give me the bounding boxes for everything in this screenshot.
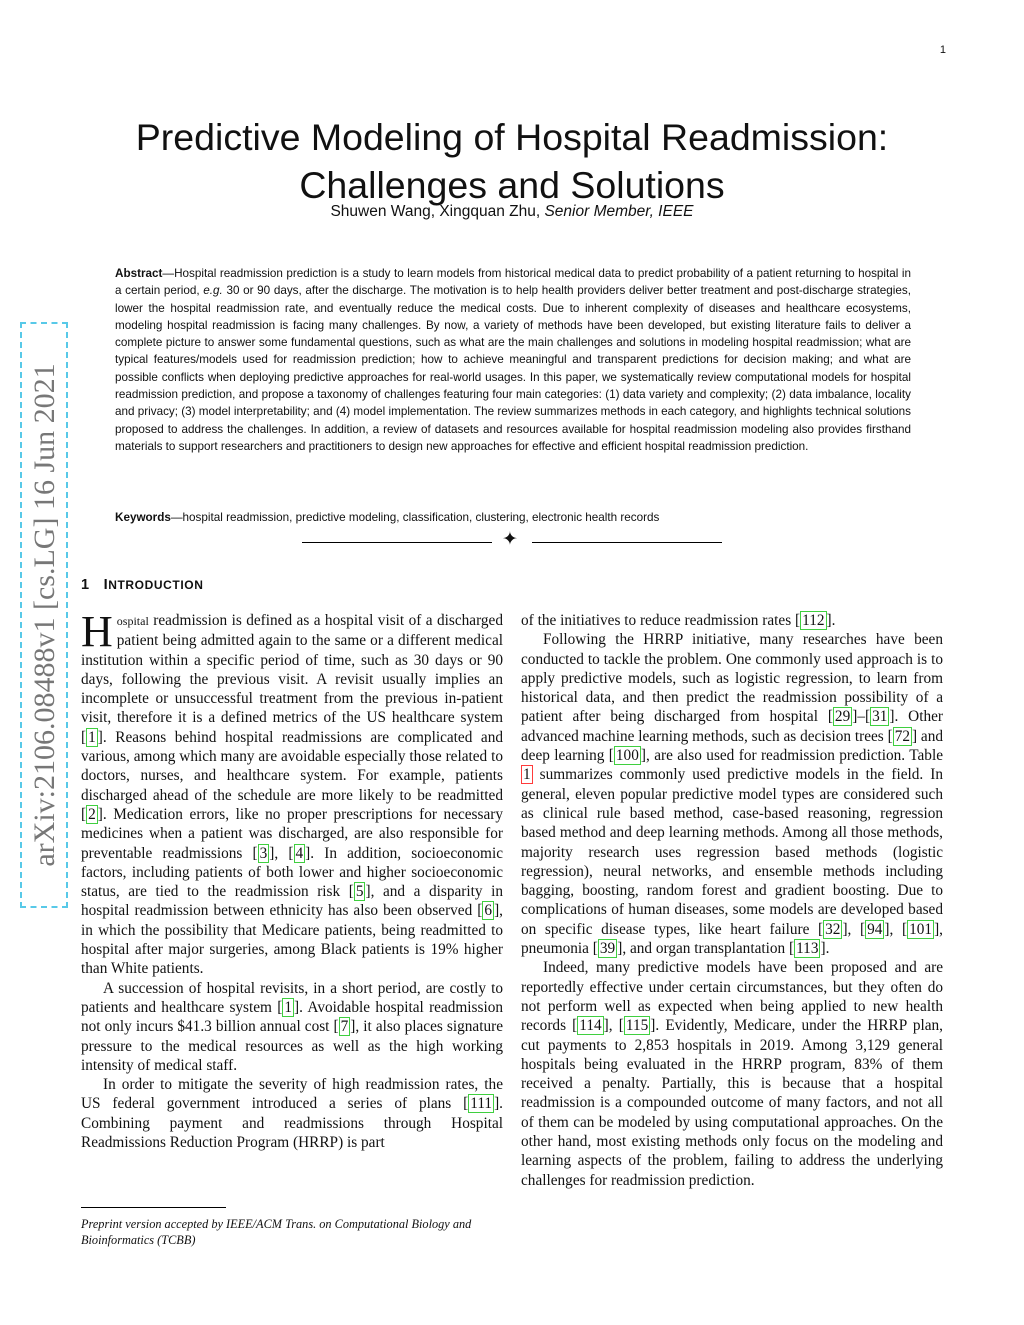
footnote-rule xyxy=(81,1207,226,1208)
keywords xyxy=(115,509,911,526)
text-run: . xyxy=(831,612,836,629)
page-number: 1 xyxy=(939,44,946,56)
text-run: – xyxy=(857,708,865,726)
citation-link[interactable]: 94 xyxy=(867,920,883,938)
citation-link[interactable]: 7 xyxy=(340,1018,349,1036)
text-run: , are also used for readmission prediction. Table xyxy=(645,747,943,765)
author-role: Senior Member, IEEE xyxy=(544,203,694,220)
text-run: , pneumonia xyxy=(521,920,943,958)
left-column xyxy=(81,607,503,1152)
citation-link[interactable]: 1 xyxy=(284,998,293,1016)
citation-link[interactable]: 111 xyxy=(470,1095,493,1113)
keywords-label: Keywords xyxy=(115,511,171,524)
text-run: . Reasons behind hospital readmissions are complicated and various, among which many are avoidable especially those related to doctors, nurses, and healthcare system. For example, patients discharged ahead of the schedule are more likely to be readmitted xyxy=(81,728,503,804)
text-run: . Combining payment and readmissions through Hospital Readmissions Reduction Program (HRRP) is part xyxy=(81,1095,503,1152)
citation-link[interactable]: 4 xyxy=(295,844,304,862)
abstract xyxy=(115,265,911,455)
citation-link[interactable]: 100 xyxy=(615,747,639,765)
citation-link[interactable]: 29 xyxy=(834,708,851,726)
text-run: , xyxy=(847,920,861,938)
intro-paragraph-4: Following the HRRP initiative, many researches have been conducted to tackle the problem. One commonly used approach is to apply predictive models, such as logistic regression, to learn from historical data, and then predict the readmission possibility of a patient after being discharged from hospital [ 29 ]–[ 31 ]. Other advanced machine learning methods, such as decision trees [ 72 ] and deep learning [ 100 ], are also used for readmission prediction. Table 1 summarizes commonly used predictive models in the field. In general, eleven popular predictive model types are considered such as clinical rule based method, case-based reasoning, regression based method and deep learning methods. Among all those methods, majority research uses regression based methods (logistic regression), neural networks, and ensemble methods including bagging, boosting, random forest and gradient boosting. Due to complications of human diseases, some models are developed based on specific disease types, like heart failure [ 32 ], [ 94 ], [ 101 ], pneumonia [ 39 ], and organ transplantation [ 113 ]. xyxy=(521,631,944,958)
divider-diamond-icon: ✦ xyxy=(502,528,518,550)
abstract-text-2: 30 or 90 days, after the discharge. The motivation is to help health providers deliver better treatment and post-discharge strategies, lower the hospital readmission rate, and eventually reduce the medical costs. Due to inherent complexity of diseases and healthcare ecosystems, modeling hospital readmission is facing many challenges. By now, a variety of methods have been developed, but existing literature fails to deliver a complete picture to answer some fundamental questions, such as what are the main challenges and solutions in modeling hospital readmission; what are typical features/models used for readmission prediction; how to achieve meaningful and transparent predictions for decision making; and what are possible conflicts when deploying predictive approaches for real-world usages. In this paper, we systematically review computational models for hospital readmission prediction, and propose a taxonomy of challenges featuring four main categories: (1) data variety and complexity; (2) data imbalance, locality and privacy; (3) model interpretability; and (4) model implementation. The review summarizes methods in each category, and highlights technical solutions proposed to address the challenges. In addition, a review of datasets and resources available for hospital readmission modeling also provides firsthand materials to support researchers and practitioners to design new approaches for effective and efficient hospital readmission prediction. xyxy=(115,284,912,453)
intro-paragraph-1: Hospital readmission is defined as a hospital visit of a discharged patient being admitted again to the same or a different medical institution within a specific period of time, such as 30 days or 90 days, following the previous visit. A revisit usually implies an incomplete or unsuccessful treatment from the previous in-patient visit, therefore it is a defined metrics of the US healthcare system [ 1 ]. Reasons behind hospital readmissions are complicated and various, among which many are avoidable especially those related to doctors, nurses, and healthcare system. For example, patients discharged ahead of the schedule are more likely to be readmitted [ 2 ]. Medication errors, like no proper prescriptions for necessary medicines when a patient was discharged, are also responsible for preventable readmissions [ 3 ], [ 4 ]. In addition, socioeconomic factors, including patients of both lower and higher socioeconomic status, are tied to the readmission risk [ 5 ], and a disparity in hospital readmission between ethnicity has also been observed [ 6 ], in which the possibility that Medicare patients, being readmitted to hospital after major surgeries, among Black patients is 19% higher than White patients. xyxy=(81,607,503,978)
section-number: 1 xyxy=(81,577,90,593)
divider-line-right xyxy=(532,542,722,543)
text-run: , in which the possibility that Medicare patients, being readmitted to hospital after major surgeries, among Black patients is 19% higher than White patients. xyxy=(81,902,503,978)
citation-link[interactable]: 32 xyxy=(825,920,841,938)
arxiv-identifier[interactable]: arXiv:2106.08488v1 [cs.LG] 16 Jun 2021 xyxy=(28,363,61,867)
citation-link[interactable]: 112 xyxy=(802,612,825,629)
citation-link[interactable]: 113 xyxy=(796,940,819,958)
text-run: Following the HRRP initiative, many researches have been conducted to tackle the problem. One commonly used approach is to apply predictive models, such as logistic regression, to learn from historical data, and then predict the readmission possibility of a patient after being discharged from hospital xyxy=(521,631,943,726)
text-run: . Avoidable hospital readmission not only incurs $41.3 billion annual cost xyxy=(81,998,503,1036)
keywords-text: —hospital readmission, predictive modeling, classification, clustering, electronic health records xyxy=(170,511,660,524)
abstract-label: Abstract xyxy=(115,267,163,280)
text-run: . In addition, socioeconomic factors, including patients of both lower and higher socioeconomic status, are tied to the readmission risk xyxy=(81,844,503,901)
section-title-rest: NTRODUCTION xyxy=(108,578,204,592)
footnote: Preprint version accepted by IEEE/ACM Trans. on Computational Biology and Bioinformatics (TCBB) xyxy=(81,1217,472,1247)
divider-line-left xyxy=(302,542,492,543)
intro-paragraph-3: In order to mitigate the severity of high readmission rates, the US federal government introduced a series of plans [ 111 ]. Combining payment and readmissions through Hospital Readmissions Reduction Program (HRRP) is part xyxy=(81,1076,503,1152)
intro-paragraph-2: A succession of hospital revisits, in a short period, are costly to patients and healthcare system [ 1 ]. Avoidable hospital readmission not only incurs $41.3 billion annual cost [ 7 ], it also places signature pressure to the medical resources as well as the high working intensity of medical staff. xyxy=(81,979,503,1074)
citation-link[interactable]: 115 xyxy=(625,1017,649,1035)
citation-link[interactable]: 114 xyxy=(579,1017,602,1035)
paper-title: Predictive Modeling of Hospital Readmission: Challenges and Solutions xyxy=(135,116,889,207)
text-run: , it also places signature pressure to the medical resources as well as the high working intensity of medical staff. xyxy=(81,1018,503,1074)
text-run: , xyxy=(274,844,289,862)
text-run: and deep learning xyxy=(521,727,944,765)
text-run: , xyxy=(889,920,902,938)
section-heading xyxy=(81,577,203,593)
text-run: , and organ transplantation xyxy=(622,940,789,958)
author-line xyxy=(90,203,934,221)
citation-link[interactable]: 3 xyxy=(259,844,268,862)
small-caps-word: ospital xyxy=(116,614,149,628)
citation-link[interactable]: 5 xyxy=(355,883,364,901)
text-run: . Evidently, Medicare, under the HRRP plan, cut payments to 2,853 hospitals in 2019. Among 3,129 general hospitals being evaluated in the HRRP program, 83% of them received a penalty. Partially, this is because that a hospital readmission is a compounded outcome of many factors, and not all of them can be modeled by using computational approaches. On the other hand, most existing methods only focus on the modeling and learning aspects of the problem, failing to address the underlying challenges for readmission prediction. xyxy=(521,1017,943,1189)
text-run: , xyxy=(608,1017,619,1035)
citation-link[interactable]: 72 xyxy=(894,727,910,745)
intro-paragraph-5: Indeed, many predictive models have been proposed and are reportedly effective under certain circumstances, but they often do not perform well as expected when being applied to new health records [ 114 ], [ 115 ]. Evidently, Medicare, under the HRRP plan, cut payments to 2,853 hospitals in 2019. Among 3,129 general hospitals being evaluated in the HRRP program, 83% of them received a penalty. Partially, this is because that a hospital readmission is a compounded outcome of many factors, and not all of them can be modeled by using computational approaches. On the other hand, most existing methods only focus on the modeling and learning aspects of the problem, failing to address the underlying challenges for readmission prediction. xyxy=(521,959,943,1189)
section-title-initial: I xyxy=(103,577,109,593)
citation-link[interactable]: 39 xyxy=(599,940,616,958)
table-reference-link[interactable]: 1 xyxy=(523,766,531,784)
right-column xyxy=(521,611,943,1190)
section-divider xyxy=(302,530,722,554)
citation-link[interactable]: 101 xyxy=(909,920,933,938)
text-run: A succession of hospital revisits, in a short period, are costly to patients and healthcare system xyxy=(81,979,503,1016)
citation-link[interactable]: 1 xyxy=(88,728,96,746)
abstract-text-1: —Hospital readmission prediction is a study to learn models from historical medical data to predict probability of a patient returning to hospital in a certain period, xyxy=(115,267,911,298)
text-run: In order to mitigate the severity of high readmission rates, the US federal government introduced a series of plans xyxy=(81,1076,503,1113)
text-run: summarizes commonly used predictive models in the field. In general, eleven popular predictive model types are considered such as clinical rule based method, case-based reasoning, regression based method and deep learning methods. Among all those methods, majority research uses regression based methods (logistic regression), neural networks, and ensemble methods including bagging, boosting, random forest and gradient boosting. Due to complications of human diseases, some models are developed based on specific disease types, like heart failure xyxy=(521,766,943,938)
text-run: readmission is defined as a hospital visit of a discharged patient being admitted again to the same or a different medical institution within a specific period of time, such as 30 days or 90 days, following the previous visit. A revisit usually implies an incomplete or unsuccessful treatment from the previous in-patient visit, therefore it is a defined metrics of the US healthcare system xyxy=(81,612,503,727)
text-run: . Other advanced machine learning methods, such as decision trees xyxy=(521,708,943,745)
text-run: of the initiatives to reduce readmission rates xyxy=(521,612,795,629)
abstract-eg: e.g. xyxy=(203,284,223,298)
citation-link[interactable]: 31 xyxy=(872,708,888,726)
text-run: , and a disparity in hospital readmission between ethnicity has also been observed xyxy=(81,883,503,920)
text-run: . Medication errors, like no proper prescriptions for necessary medicines when a patient was discharged, are also responsible for preventable readmissions xyxy=(81,805,503,862)
citation-link[interactable]: 2 xyxy=(88,805,96,823)
text-run: Indeed, many predictive models have been proposed and are reportedly effective under certain circumstances, but they often do not perform well as expected when being applied to new health records xyxy=(521,959,943,1035)
text-run: . xyxy=(825,940,830,958)
citation-link[interactable]: 6 xyxy=(484,902,493,920)
intro-paragraph-3-cont: of the initiatives to reduce readmission rates [ 112 ]. xyxy=(521,612,836,629)
drop-cap: H xyxy=(81,607,113,656)
author-names: Shuwen Wang, Xingquan Zhu, xyxy=(330,203,541,220)
